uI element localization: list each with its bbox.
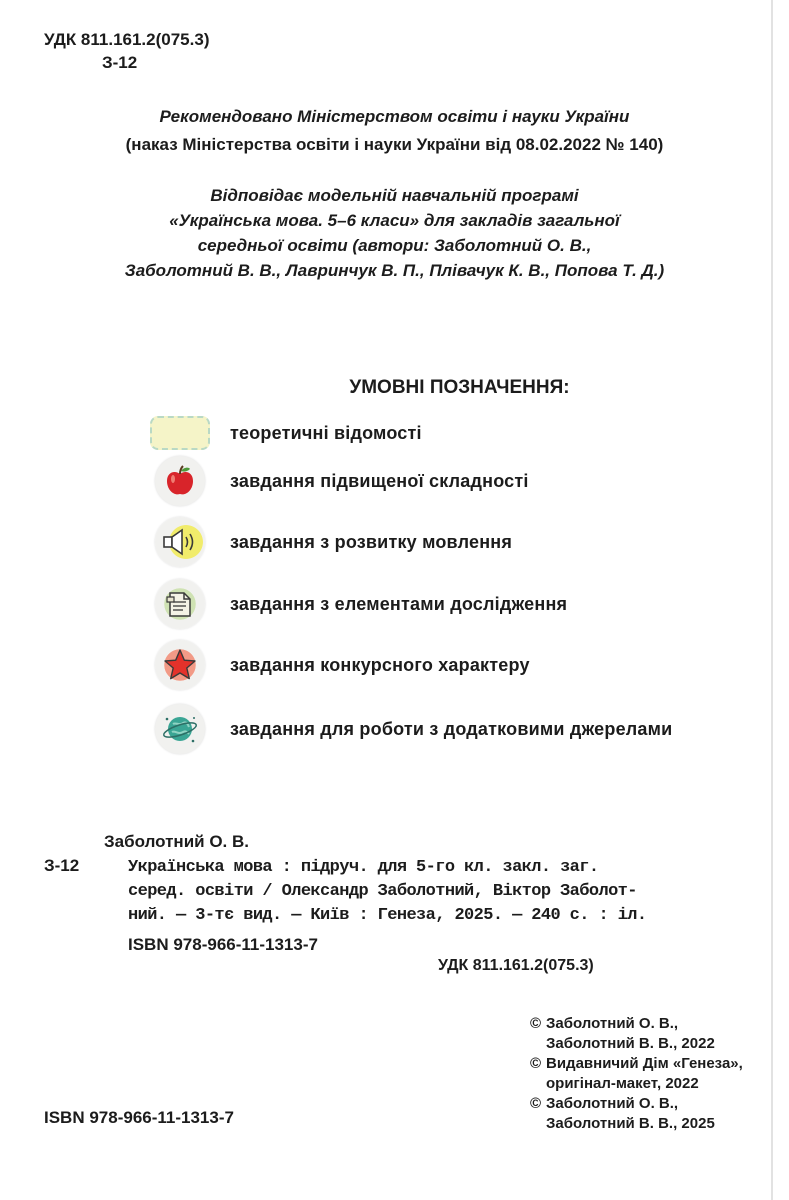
copyright-entry bbox=[530, 1054, 743, 1074]
recommendation-line-1: Рекомендовано Міністерством освіти і науки України bbox=[159, 107, 630, 126]
apple-icon bbox=[155, 456, 205, 506]
legend-label: завдання для роботи з додатковими джерелами bbox=[230, 718, 673, 739]
legend-item-speech bbox=[150, 514, 513, 570]
copyright-entry bbox=[530, 1014, 743, 1034]
copyright-entry bbox=[530, 1094, 743, 1114]
legend-item-research bbox=[150, 576, 568, 632]
copyright-block bbox=[530, 1014, 743, 1134]
program-correspondence bbox=[0, 183, 789, 283]
library-code: З-12 bbox=[102, 53, 138, 72]
copyright-line: Заболотний В. В., 2025 bbox=[546, 1115, 715, 1132]
bib-author: Заболотний О. В. bbox=[104, 832, 249, 851]
legend-item-sources bbox=[150, 701, 673, 757]
recommendation bbox=[0, 103, 789, 159]
bib-isbn: ISBN 978-966-11-1313-7 bbox=[128, 935, 318, 954]
udk-header bbox=[44, 28, 209, 74]
copyright-line: Видавничий Дім «Генеза», bbox=[546, 1055, 743, 1072]
copyright-line: Заболотний В. В., 2022 bbox=[546, 1035, 715, 1052]
bib-udk: УДК 811.161.2(075.3) bbox=[438, 957, 594, 974]
copyright-line: Заболотний О. В., bbox=[546, 1015, 679, 1032]
document-icon bbox=[155, 579, 205, 629]
legend-title: УМОВНІ ПОЗНАЧЕННЯ: bbox=[349, 377, 570, 398]
copyright-line: оригінал-макет, 2022 bbox=[546, 1075, 699, 1092]
legend-label: завдання конкурсного характеру bbox=[230, 654, 530, 675]
legend-label: завдання підвищеної складності bbox=[230, 470, 529, 491]
legend-label: завдання з елементами дослідження bbox=[230, 593, 568, 614]
copyright-line: Заболотний О. В., bbox=[546, 1095, 679, 1112]
bib-code: З-12 bbox=[44, 856, 80, 875]
copyright-icon: © bbox=[530, 1015, 542, 1032]
legend-label: теоретичні відомості bbox=[230, 422, 422, 443]
correspondence-line: Відповідає модельній навчальній програмі bbox=[210, 186, 579, 205]
correspondence-line: Заболотний В. В., Лавринчук В. П., Плівачук К. В., Попова Т. Д.) bbox=[124, 261, 665, 280]
bib-description bbox=[128, 856, 648, 928]
legend-label: завдання з розвитку мовлення bbox=[230, 531, 513, 552]
planet-icon bbox=[155, 704, 205, 754]
speaker-icon bbox=[155, 517, 205, 567]
copyright-icon: © bbox=[530, 1055, 542, 1072]
correspondence-line: «Українська мова. 5–6 класи» для закладів загальної bbox=[169, 211, 620, 230]
correspondence-line: середньої освіти (автори: Заболотний О. В., bbox=[197, 236, 592, 255]
star-icon bbox=[155, 640, 205, 690]
legend-item-advanced bbox=[150, 453, 529, 509]
theory-box-icon bbox=[150, 416, 210, 450]
udk-code: УДК 811.161.2(075.3) bbox=[44, 30, 210, 49]
bib-line: серед. освіти / Олександр Заболотний, Віктор Заболот- bbox=[128, 882, 637, 901]
bib-line: ний. — 3-тє вид. — Київ : Генеза, 2025. — 240 с. : іл. bbox=[128, 906, 647, 925]
copyright-icon: © bbox=[530, 1095, 542, 1112]
legend-item-contest bbox=[150, 637, 530, 693]
isbn-bottom: ISBN 978-966-11-1313-7 bbox=[44, 1108, 234, 1127]
bib-line: Українська мова : підруч. для 5-го кл. закл. заг. bbox=[128, 858, 599, 877]
page-edge-line bbox=[771, 0, 773, 1200]
recommendation-line-2: (наказ Міністерства освіти і науки України від 08.02.2022 № 140) bbox=[125, 135, 664, 154]
